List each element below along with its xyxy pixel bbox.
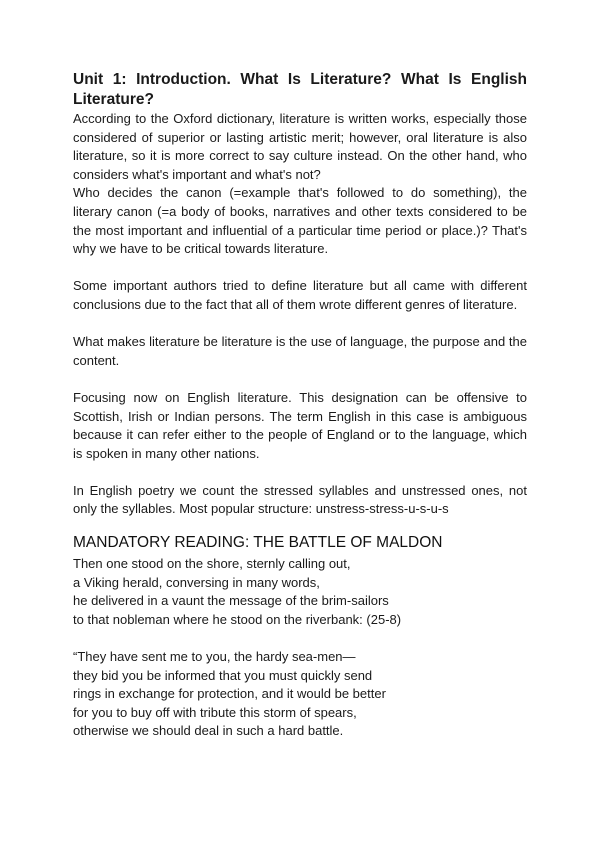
spacer [73,463,527,482]
spacer [73,370,527,389]
paragraph-canon: Who decides the canon (=example that's followed to do something), the literary canon (=a body of books, narratives and other texts considered to be the most important and influential of a particular time period or place.)? That's why we have to be critical towards literature. [73,185,527,257]
verse-line: Then one stood on the shore, sternly calling out, [73,556,351,572]
verse-line: rings in exchange for protection, and it would be better [73,686,386,702]
verse-line: to that nobleman where he stood on the riverbank: (25-8) [73,611,402,627]
verse-line: he delivered in a vaunt the message of the brim-sailors [73,593,389,609]
reading-heading: MANDATORY READING: THE BATTLE OF MALDON [73,534,443,552]
verse-line: a Viking herald, conversing in many words, [73,574,320,590]
spacer [73,259,527,278]
spacer [73,629,527,648]
spacer [73,315,527,334]
verse-line: for you to buy off with tribute this storm of spears, [73,704,357,720]
poem-stanza-2 [73,648,527,741]
unit-title: Unit 1: Introduction. What Is Literature? What Is English Literature? [73,71,527,108]
poem-stanza-1 [73,555,527,629]
verse-line: otherwise we should deal in such a hard battle. [73,723,344,739]
verse-line: they bid you be informed that you must quickly send [73,667,373,683]
paragraph-definition: According to the Oxford dictionary, literature is written works, especially those considered of superior or lasting artistic merit; however, oral literature is also literature, so it is more correct to say culture instead. On the other hand, who considers what's important and what's not? [73,111,527,182]
paragraph-poetry: In English poetry we count the stressed syllables and unstressed ones, not only the syllables. Most popular structure: unstress-stress-u-s-u-s [73,482,527,517]
verse-line: “They have sent me to you, the hardy sea-men— [73,649,356,665]
paragraph-authors: Some important authors tried to define literature but all came with different conclusions due to the fact that all of them wrote different genres of literature. [73,278,527,312]
paragraph-language: What makes literature be literature is the use of language, the purpose and the content. [73,334,527,368]
document-page [73,70,527,741]
paragraph-english-literature: Focusing now on English literature. This designation can be offensive to Scottish, Irish or Indian persons. The term English in this case is ambiguous because it can refer either to the people of England or to the language, which is spoken in many other nations. [73,389,527,461]
